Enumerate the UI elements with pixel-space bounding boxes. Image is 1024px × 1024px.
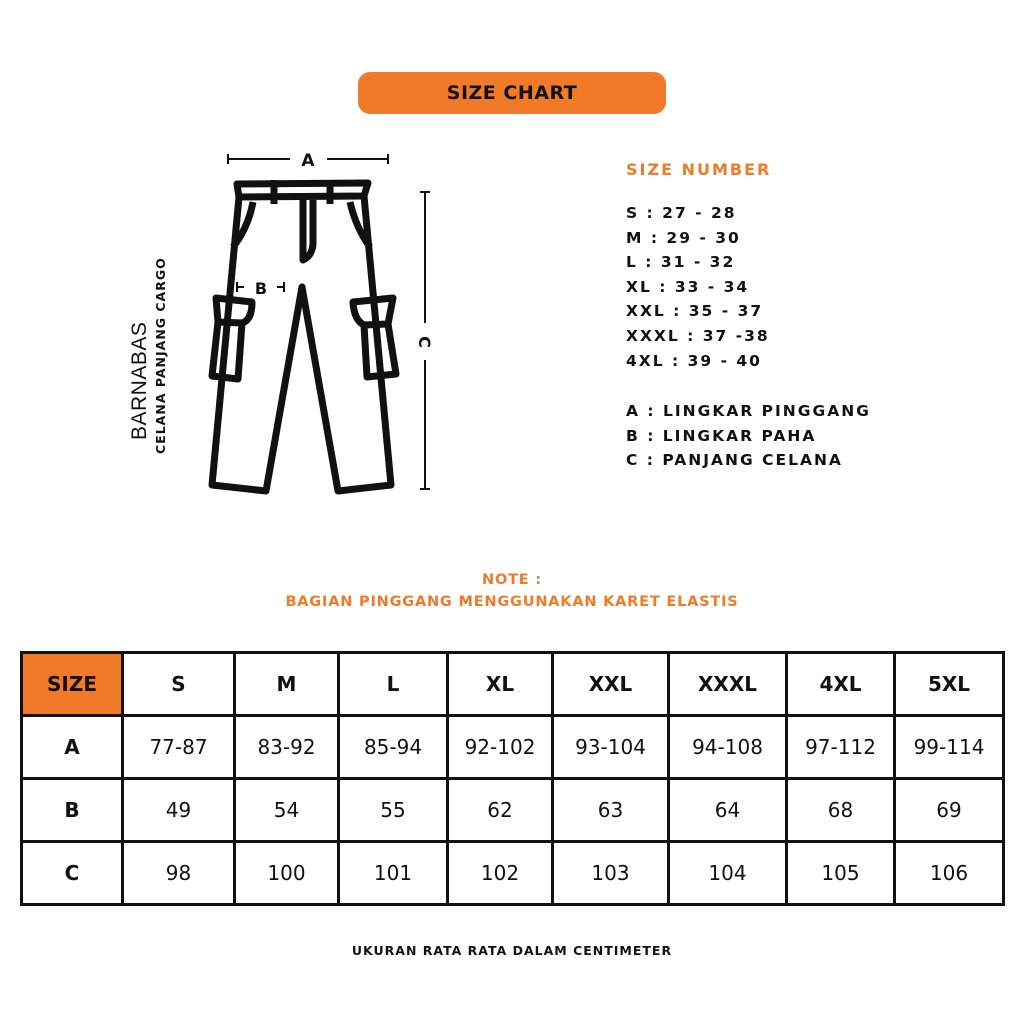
table-cell: 83-92 xyxy=(235,716,339,779)
legend-item: A : LINGKAR PINGGANG xyxy=(626,402,871,421)
table-cell: 105 xyxy=(787,842,895,905)
legend-item: B : LINGKAR PAHA xyxy=(626,426,817,445)
size-number-item: XXL : 35 - 37 xyxy=(626,302,764,321)
table-cell: 94-108 xyxy=(669,716,787,779)
table-row xyxy=(22,779,1004,842)
table-header-row xyxy=(22,653,1004,716)
table-cell: 68 xyxy=(787,779,895,842)
table-cell: 97-112 xyxy=(787,716,895,779)
table-cell: 49 xyxy=(123,779,235,842)
product-name xyxy=(128,257,170,454)
table-cell: 85-94 xyxy=(339,716,448,779)
size-number-item: 4XL : 39 - 40 xyxy=(626,351,762,370)
size-number-item: XXXL : 37 -38 xyxy=(626,326,770,345)
size-number-item: XL : 33 - 34 xyxy=(626,277,750,296)
table-cell: 103 xyxy=(553,842,669,905)
header-cell: S xyxy=(123,653,235,716)
size-number-item: S : 27 - 28 xyxy=(626,204,737,222)
table-cell: 64 xyxy=(669,779,787,842)
row-header: B xyxy=(22,779,123,842)
table-cell: 106 xyxy=(895,842,1004,905)
header-cell: XXXL xyxy=(669,653,787,716)
size-number-item: L : 31 - 32 xyxy=(626,253,736,272)
size-number-item: M : 29 - 30 xyxy=(626,228,741,247)
header-cell: M xyxy=(235,653,339,716)
table-cell: 104 xyxy=(669,842,787,905)
size-number-heading: SIZE NUMBER xyxy=(626,160,772,179)
label-b: B xyxy=(254,279,268,298)
table-cell: 69 xyxy=(895,779,1004,842)
table-cell: 54 xyxy=(235,779,339,842)
table-cell: 77-87 xyxy=(123,716,235,779)
header-cell: XL xyxy=(448,653,553,716)
legend-item: C : PANJANG CELANA xyxy=(626,451,843,470)
header-cell: L xyxy=(339,653,448,716)
table-cell: 102 xyxy=(448,842,553,905)
label-a: A xyxy=(301,151,315,171)
brand-name: BARNABAS xyxy=(128,321,151,440)
size-chart-title: SIZE CHART xyxy=(358,72,666,114)
table-cell: 62 xyxy=(448,779,553,842)
table-cell: 55 xyxy=(339,779,448,842)
header-cell: XXL xyxy=(553,653,669,716)
size-table xyxy=(20,651,1005,906)
note xyxy=(0,569,1024,613)
header-cell: SIZE xyxy=(22,653,123,716)
table-row xyxy=(22,842,1004,905)
table-cell: 101 xyxy=(339,842,448,905)
row-header: A xyxy=(22,716,123,779)
note-text: BAGIAN PINGGANG MENGGUNAKAN KARET ELASTIS xyxy=(285,594,739,610)
label-c: C xyxy=(415,336,434,348)
table-cell: 92-102 xyxy=(448,716,553,779)
size-number-panel xyxy=(626,160,871,473)
header-cell: 5XL xyxy=(895,653,1004,716)
table-row xyxy=(22,716,1004,779)
table-cell: 93-104 xyxy=(553,716,669,779)
product-type: CELANA PANJANG CARGO xyxy=(153,257,168,454)
table-cell: 99-114 xyxy=(895,716,1004,779)
table-cell: 100 xyxy=(235,842,339,905)
footer-note: UKURAN RATA RATA DALAM CENTIMETER xyxy=(351,943,673,958)
row-header: C xyxy=(22,842,123,905)
table-cell: 63 xyxy=(553,779,669,842)
note-label: NOTE : xyxy=(482,572,542,588)
header-cell: 4XL xyxy=(787,653,895,716)
table-cell: 98 xyxy=(123,842,235,905)
